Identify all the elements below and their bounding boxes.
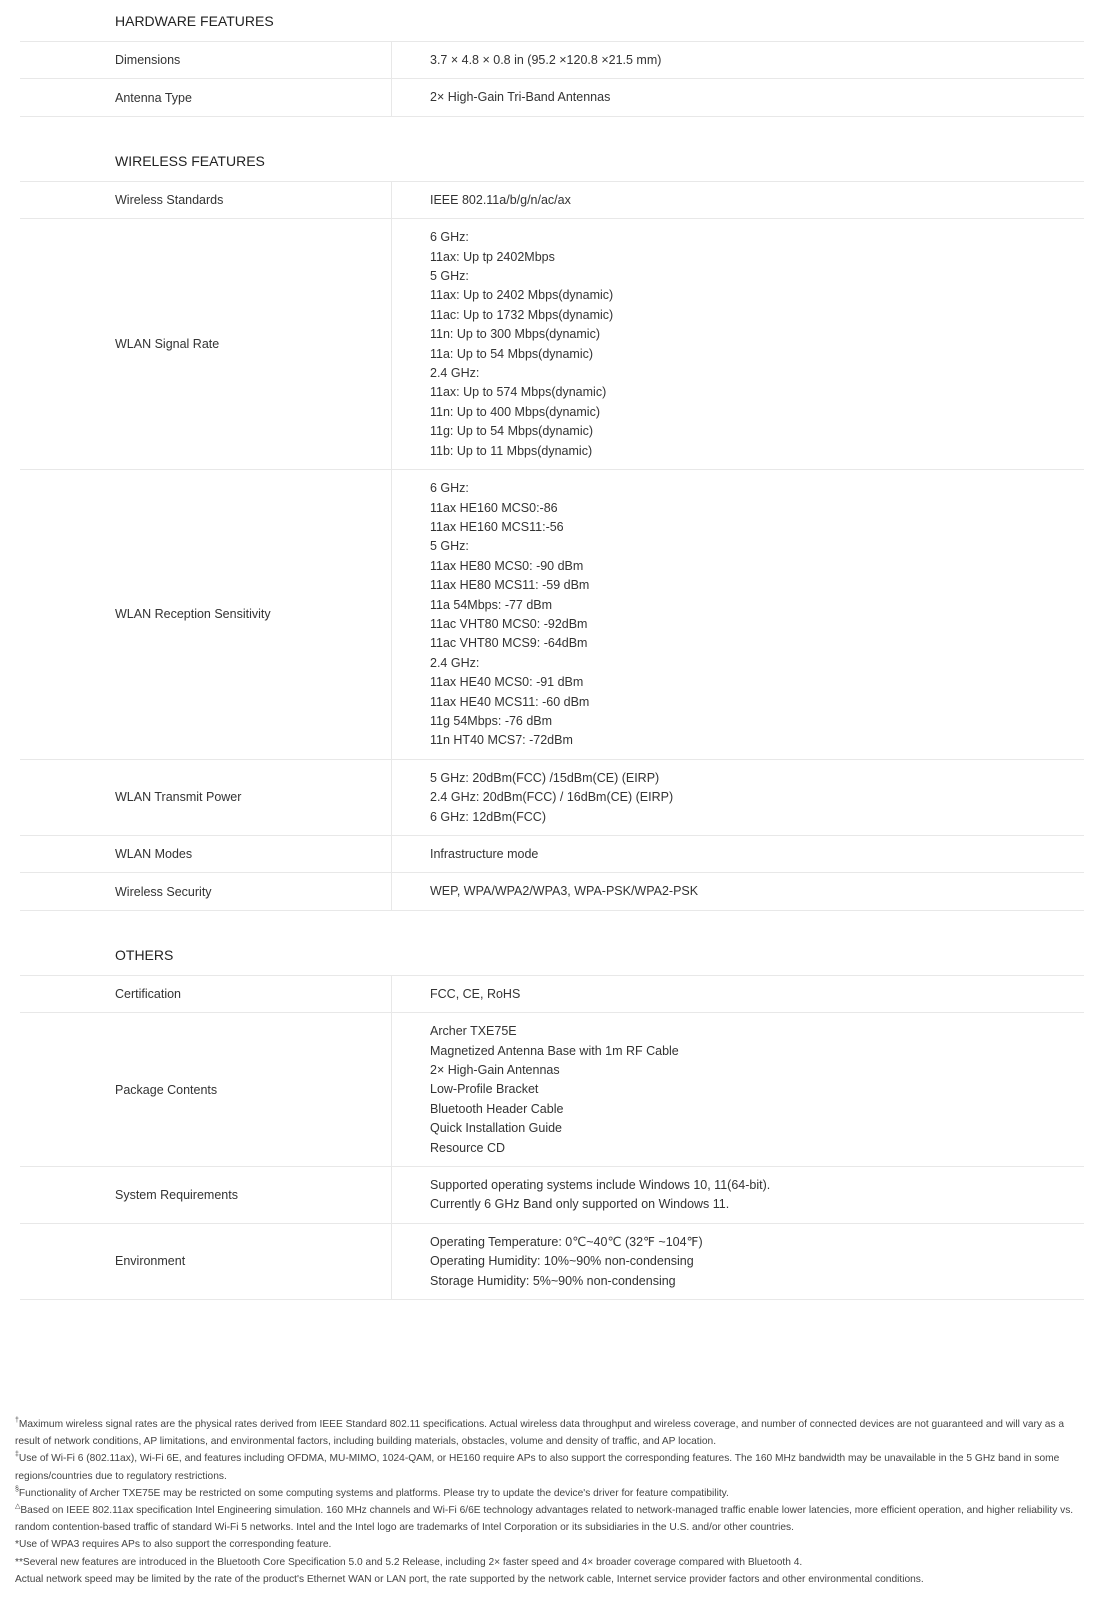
spec-value-line: Supported operating systems include Windows 10, 11(64-bit). bbox=[430, 1178, 771, 1193]
spec-row bbox=[20, 470, 1084, 760]
footnote bbox=[15, 1485, 1090, 1502]
spec-value-line: Currently 6 GHz Band only supported on Windows 11. bbox=[430, 1197, 730, 1212]
footnote-text: **Several new features are introduced in the Bluetooth Core Specification 5.0 and 5.2 Release, including 2× faster speed and 4× broader coverage compared with Bluetooth 4. bbox=[15, 1556, 803, 1568]
footnote-text: Maximum wireless signal rates are the physical rates derived from IEEE Standard 802.11 specifications. Actual wireless data throughput and wireless coverage, and number of connected devices are not guaranteed and will vary as a result of network conditions, AP limitations, and environmental factors, including building materials, obstacles, volume and density of traffic, and AP location. bbox=[15, 1419, 1065, 1448]
spec-value-line: Storage Humidity: 5%~90% non-condensing bbox=[430, 1273, 676, 1288]
spec-label: WLAN Reception Sensitivity bbox=[20, 470, 392, 759]
spec-row bbox=[20, 836, 1084, 873]
footnote-text: Based on IEEE 802.11ax specification Intel Engineering simulation. 160 MHz channels and Wi-Fi 6/6E technology advantages related to network-managed traffic enable lower latencies, more efficient operation, and higher reliability vs. random contention-based traffic of standard Wi-Fi 5 networks. Intel and the Intel logo are trademarks of Intel Corporation or its subsidiaries in the U.S. and/or other countries. bbox=[15, 1505, 1074, 1534]
spec-value-line: 11ax HE160 MCS0:-86 bbox=[430, 500, 558, 515]
spec-value-line: 11ax: Up to 574 Mbps(dynamic) bbox=[430, 385, 607, 400]
spec-value-line: Archer TXE75E bbox=[430, 1024, 517, 1039]
spec-row bbox=[20, 873, 1084, 910]
spec-row bbox=[20, 1167, 1084, 1224]
spec-value-line: 11a: Up to 54 Mbps(dynamic) bbox=[430, 346, 594, 361]
spec-value bbox=[392, 873, 1084, 909]
footnote-text: Functionality of Archer TXE75E may be restricted on some computing systems and platforms. Please try to update the device's driver for feature compatibility. bbox=[18, 1487, 729, 1499]
spec-value-line: Bluetooth Header Cable bbox=[430, 1101, 564, 1116]
spec-label: System Requirements bbox=[20, 1167, 392, 1223]
spec-label: Wireless Security bbox=[20, 873, 392, 909]
spec-value-line: 5 GHz: bbox=[430, 539, 469, 554]
spec-value-line: 11n HT40 MCS7: -72dBm bbox=[430, 733, 573, 748]
spec-value-line: 11ax HE80 MCS0: -90 dBm bbox=[430, 558, 584, 573]
spec-value-line: IEEE 802.11a/b/g/n/ac/ax bbox=[430, 192, 571, 207]
spec-value-line: 11ac: Up to 1732 Mbps(dynamic) bbox=[430, 307, 614, 322]
spec-value bbox=[392, 1013, 1084, 1166]
spec-value-line: 3.7 × 4.8 × 0.8 in (95.2 ×120.8 ×21.5 mm) bbox=[430, 53, 662, 67]
footnote bbox=[15, 1416, 1090, 1450]
spec-value-line: 11ac VHT80 MCS0: -92dBm bbox=[430, 616, 588, 631]
spec-value-line: FCC, CE, RoHS bbox=[430, 986, 521, 1001]
spec-value-line: 5 GHz: 20dBm(FCC) /15dBm(CE) (EIRP) bbox=[430, 770, 660, 785]
spec-label: Certification bbox=[20, 976, 392, 1012]
spec-value bbox=[392, 760, 1084, 835]
spec-value-line: 6 GHz: bbox=[430, 230, 469, 245]
spec-value-line: 5 GHz: bbox=[430, 269, 469, 284]
spec-value-line: 11g: Up to 54 Mbps(dynamic) bbox=[430, 424, 594, 439]
specifications-table bbox=[20, 0, 1084, 1300]
spec-value-line: Quick Installation Guide bbox=[430, 1121, 563, 1136]
spec-value bbox=[392, 976, 1084, 1012]
spec-value bbox=[392, 42, 1084, 78]
section-title: WIRELESS FEATURES bbox=[20, 140, 1084, 182]
spec-value-line: 2.4 GHz: bbox=[430, 655, 480, 670]
section-title: OTHERS bbox=[20, 934, 1084, 976]
spec-value-line: 11n: Up to 400 Mbps(dynamic) bbox=[430, 404, 600, 419]
spec-value-line: 11ax: Up tp 2402Mbps bbox=[430, 249, 555, 264]
spec-value bbox=[392, 1167, 1084, 1223]
spec-label: WLAN Modes bbox=[20, 836, 392, 872]
spec-value-line: 11ax HE40 MCS11: -60 dBm bbox=[430, 694, 590, 709]
spec-label: Dimensions bbox=[20, 42, 392, 78]
spec-label: WLAN Signal Rate bbox=[20, 219, 392, 469]
spec-value-line: 6 GHz: bbox=[430, 481, 469, 496]
footnote bbox=[15, 1571, 1090, 1588]
footnote-text: Use of Wi-Fi 6 (802.11ax), Wi-Fi 6E, and features including OFDMA, MU-MIMO, 1024-QAM, or HE160 require APs to also support the corresponding features. The 160 MHz bandwidth may be unavailable in the 5 GHz band in some regions/countries due to regulatory restrictions. bbox=[15, 1453, 1060, 1482]
footnote-mark: § bbox=[15, 1485, 19, 1493]
spec-value-line: Low-Profile Bracket bbox=[430, 1082, 539, 1097]
spec-value-line: 2.4 GHz: 20dBm(FCC) / 16dBm(CE) (EIRP) bbox=[430, 790, 674, 805]
spec-value-line: 11b: Up to 11 Mbps(dynamic) bbox=[430, 443, 593, 458]
spec-row bbox=[20, 976, 1084, 1013]
spec-value-line: WEP, WPA/WPA2/WPA3, WPA-PSK/WPA2-PSK bbox=[430, 884, 699, 899]
spec-value-line: Infrastructure mode bbox=[430, 847, 539, 861]
footnote-text: Actual network speed may be limited by the rate of the product's Ethernet WAN or LAN port, the rate supported by the network cable, Internet service provider factors and other environmental conditions. bbox=[15, 1573, 924, 1585]
footnote-mark: △ bbox=[15, 1503, 21, 1511]
spec-label: Environment bbox=[20, 1224, 392, 1299]
spec-value-line: Operating Humidity: 10%~90% non-condensing bbox=[430, 1254, 694, 1269]
spec-value-line: 11g 54Mbps: -76 dBm bbox=[430, 713, 553, 728]
spec-row bbox=[20, 760, 1084, 836]
spec-value bbox=[392, 470, 1084, 759]
spec-value bbox=[392, 182, 1084, 218]
spec-row bbox=[20, 219, 1084, 470]
spec-row bbox=[20, 1013, 1084, 1167]
spec-row bbox=[20, 1224, 1084, 1300]
spec-value bbox=[392, 79, 1084, 115]
spec-value-line: 11ax HE40 MCS0: -91 dBm bbox=[430, 675, 584, 690]
footnote-mark: † bbox=[15, 1417, 19, 1424]
spec-row bbox=[20, 42, 1084, 79]
spec-value-line: 11ac VHT80 MCS9: -64dBm bbox=[430, 636, 588, 651]
spec-value-line: 2× High-Gain Antennas bbox=[430, 1063, 560, 1078]
spec-label: Antenna Type bbox=[20, 79, 392, 115]
section-title: HARDWARE FEATURES bbox=[20, 0, 1084, 42]
footnote-text: *Use of WPA3 requires APs to also support the corresponding feature. bbox=[15, 1539, 332, 1551]
footnotes bbox=[15, 1416, 1090, 1588]
spec-value-line: 2× High-Gain Tri-Band Antennas bbox=[430, 90, 611, 105]
spec-value bbox=[392, 836, 1084, 872]
footnote bbox=[15, 1554, 1090, 1571]
footnote bbox=[15, 1502, 1090, 1536]
spec-value-line: 2.4 GHz: bbox=[430, 366, 480, 381]
spec-value-line: Resource CD bbox=[430, 1140, 506, 1155]
spec-value-line: 11ax: Up to 2402 Mbps(dynamic) bbox=[430, 288, 614, 303]
spec-row bbox=[20, 182, 1084, 219]
spec-value-line: Operating Temperature: 0℃~40℃ (32℉ ~104℉) bbox=[430, 1234, 703, 1249]
spec-value-line: 6 GHz: 12dBm(FCC) bbox=[430, 809, 546, 824]
spec-value bbox=[392, 219, 1084, 469]
spec-label: Package Contents bbox=[20, 1013, 392, 1166]
spec-label: Wireless Standards bbox=[20, 182, 392, 218]
footnote bbox=[15, 1536, 1090, 1553]
spec-value-line: 11a 54Mbps: -77 dBm bbox=[430, 597, 553, 612]
spec-label: WLAN Transmit Power bbox=[20, 760, 392, 835]
footnote bbox=[15, 1450, 1090, 1484]
spec-value bbox=[392, 1224, 1084, 1299]
spec-value-line: Magnetized Antenna Base with 1m RF Cable bbox=[430, 1043, 679, 1058]
spec-value-line: 11ax HE160 MCS11:-56 bbox=[430, 519, 564, 534]
footnote-mark: ‡ bbox=[15, 1451, 19, 1459]
spec-value-line: 11n: Up to 300 Mbps(dynamic) bbox=[430, 327, 600, 342]
spec-value-line: 11ax HE80 MCS11: -59 dBm bbox=[430, 578, 590, 593]
spec-row bbox=[20, 79, 1084, 116]
